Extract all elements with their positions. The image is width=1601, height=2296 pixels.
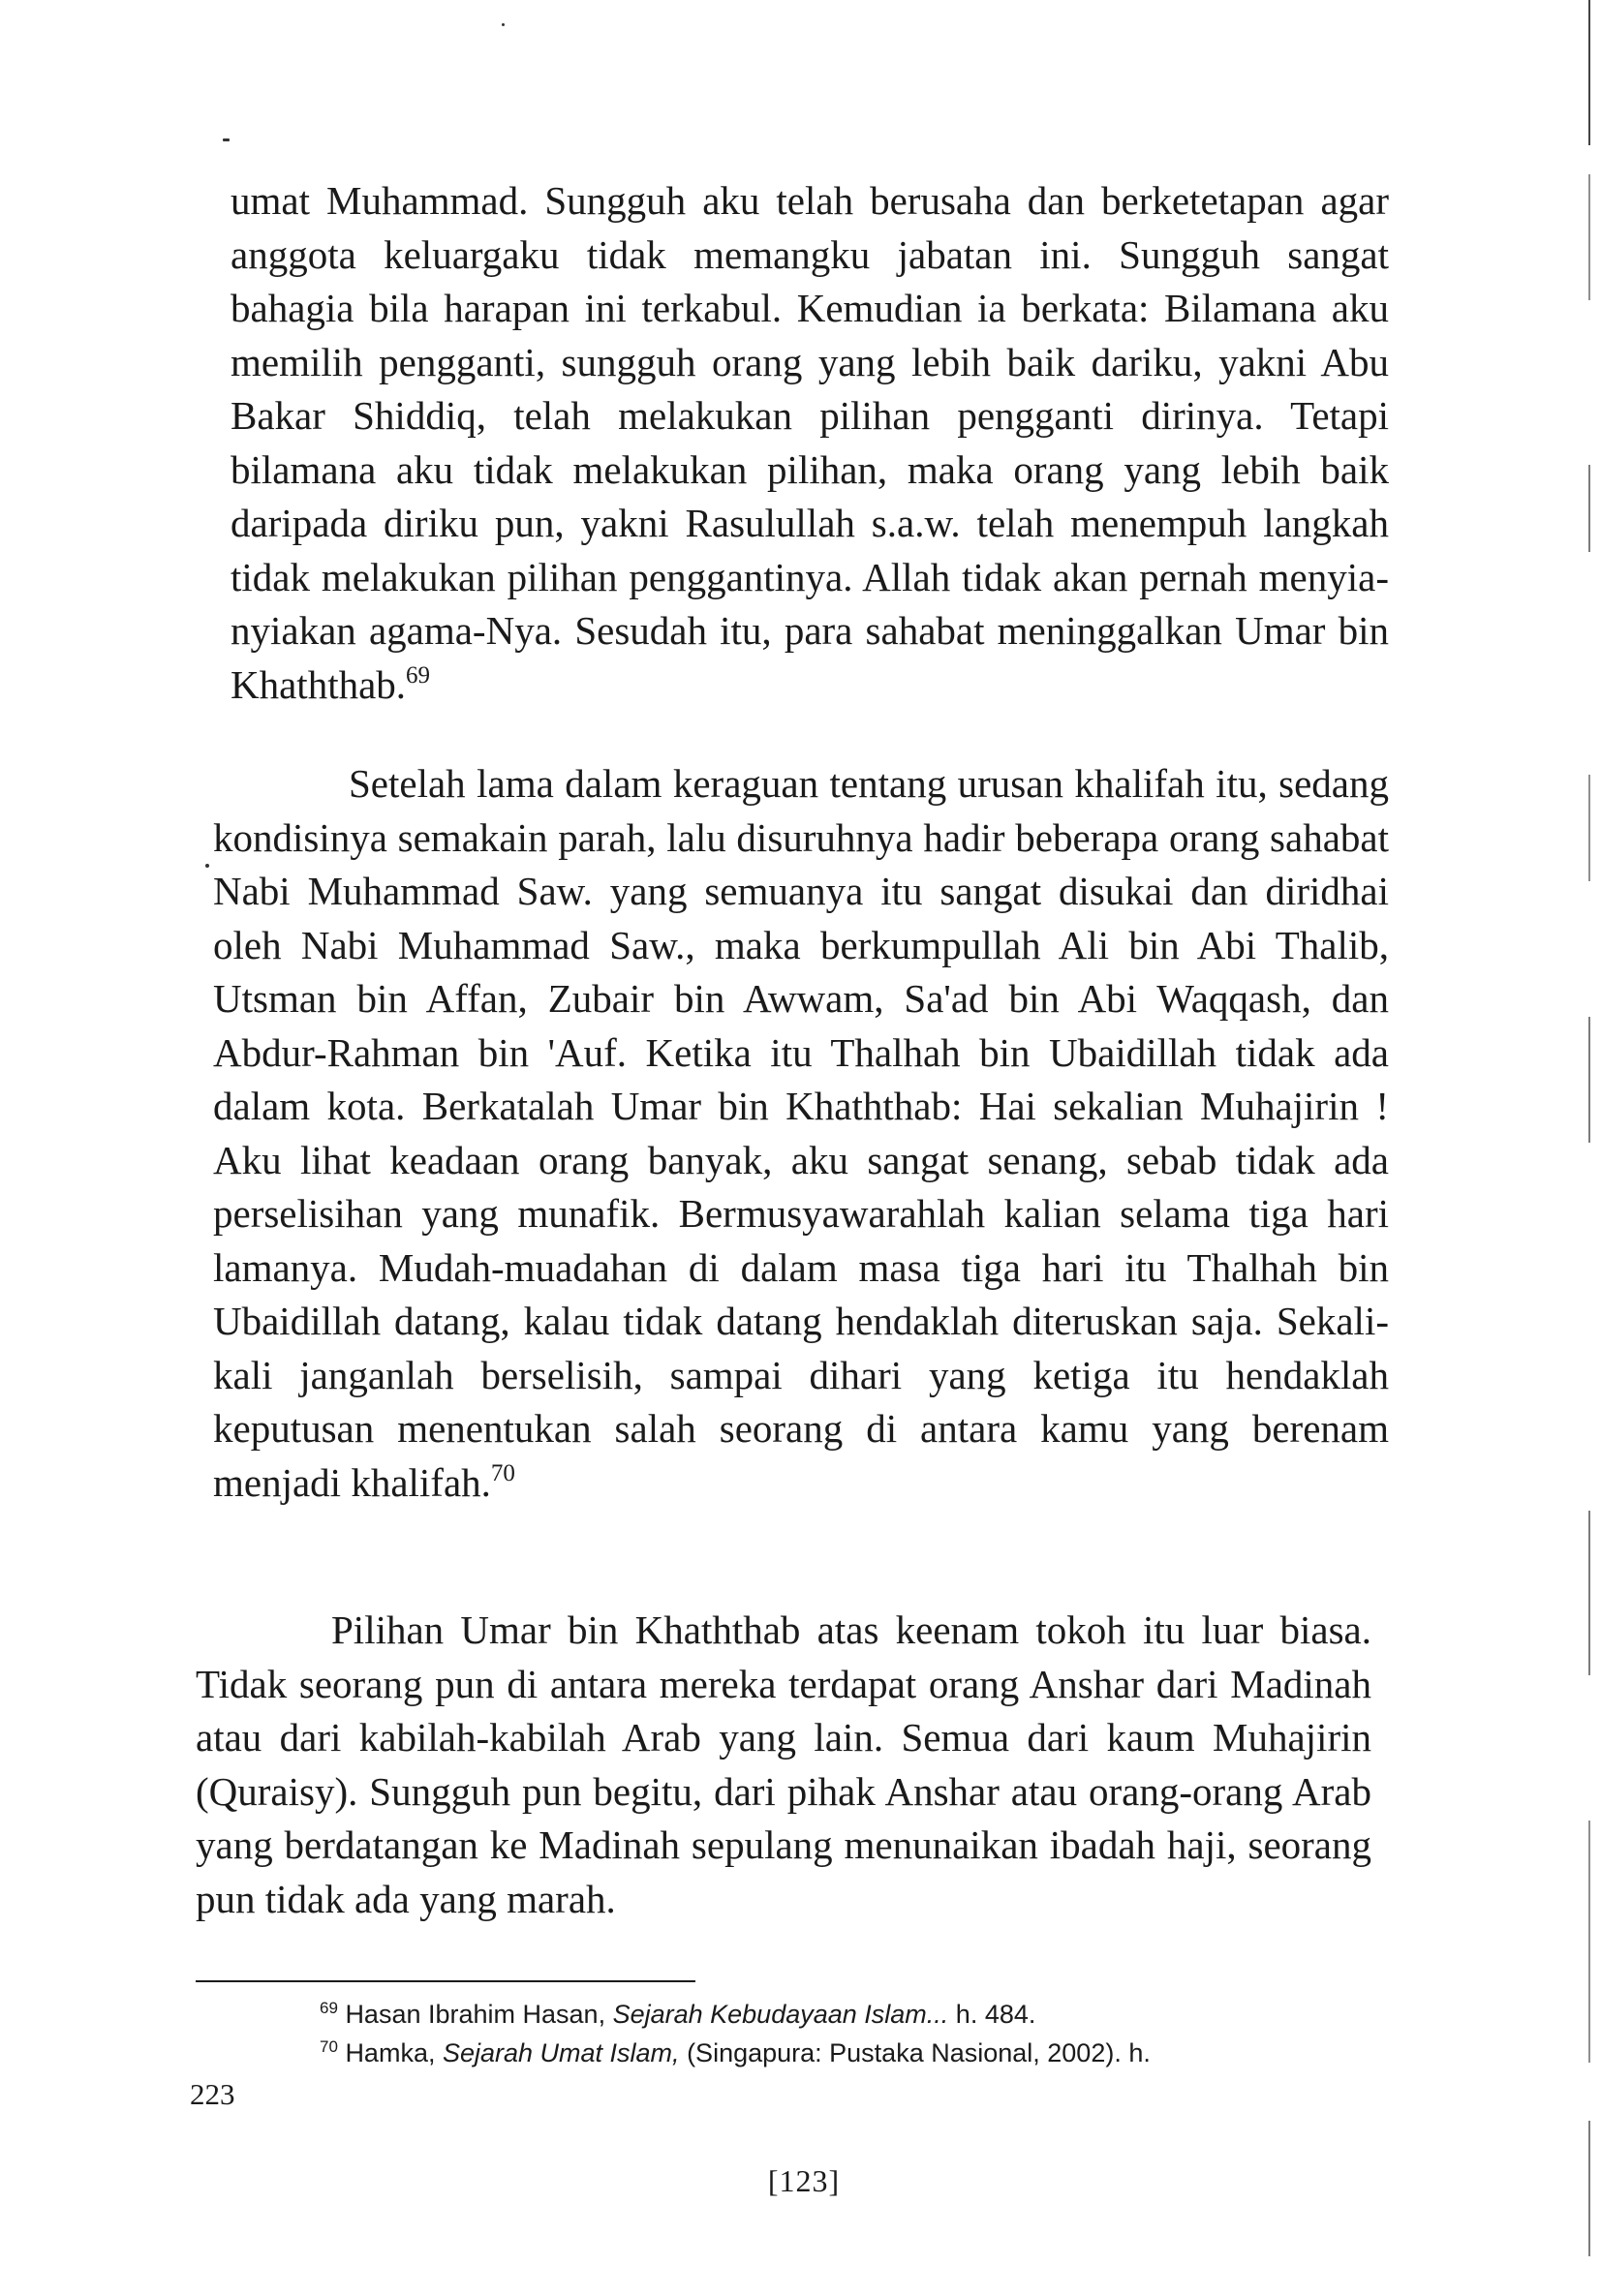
footnote-author: Hasan Ibrahim Hasan, [345, 2000, 613, 2029]
scan-speck [223, 138, 230, 141]
footnote-number: 70 [320, 2037, 338, 2056]
scan-edge-line [1588, 465, 1590, 552]
footnote-70 [320, 2034, 1385, 2072]
scan-edge-line [1588, 0, 1590, 145]
paragraph-text: umat Muhammad. Sungguh aku telah berusaha dan berketetapan agar anggota keluargaku tidak memangku jabatan ini. Sungguh sangat bahagia bila harapan ini terkabul. Kemudian ia berkata: Bilamana aku memilih pengganti, sungguh orang yang lebih baik dariku, yakni Abu Bakar Shiddiq, telah melakukan pilihan pengganti dirinya. Tetapi bilamana aku tidak melakukan pilihan, maka orang yang lebih baik daripada diriku pun, yakni Rasulullah s.a.w. telah menempuh langkah tidak melakukan pilihan penggantinya. Allah tidak akan pernah menyia-nyiakan agama-Nya. Sesudah itu, para sahabat meninggalkan Umar bin Khaththab. [231, 178, 1389, 707]
margin-number: 223 [190, 2077, 235, 2111]
footnotes [320, 1995, 1385, 2072]
scan-edge-line [1588, 2121, 1590, 2256]
footnote-title: Sejarah Umat Islam, [442, 2038, 680, 2067]
body-paragraph-1 [231, 174, 1389, 712]
footnote-title: Sejarah Kebudayaan Islam... [612, 2000, 949, 2029]
footnote-detail: (Singapura: Pustaka Nasional, 2002). h. [679, 2038, 1151, 2067]
scan-edge-line [1588, 1821, 1590, 2063]
footnote-69 [320, 1995, 1385, 2034]
footnote-detail: h. 484. [948, 2000, 1036, 2029]
page-number: [123] [767, 2163, 841, 2198]
footnote-ref-70[interactable]: 70 [490, 1459, 515, 1486]
scan-edge-line [1588, 1017, 1590, 1143]
footnote-ref-69[interactable]: 69 [406, 661, 431, 689]
scan-speck [205, 864, 209, 868]
paragraph-text: Pilihan Umar bin Khaththab atas keenam tokoh itu luar biasa. Tidak seorang pun di antara mereka terdapat orang Anshar dari Madinah atau dari kabilah-kabilah Arab yang lain. Semua dari kaum Muhajirin (Quraisy). Sungguh pun begitu, dari pihak Anshar atau orang-orang Arab yang berdatangan ke Madinah sepulang menunaikan ibadah haji, seorang pun tidak ada yang marah. [196, 1607, 1371, 1921]
footnote-number: 69 [320, 1999, 338, 2017]
footnote-divider [196, 1980, 695, 1982]
scan-speck [502, 23, 505, 26]
scan-edge-line [1588, 775, 1590, 881]
scan-edge-line [1588, 1511, 1590, 1675]
footnote-author: Hamka, [345, 2038, 443, 2067]
body-paragraph-2 [213, 757, 1389, 1510]
body-paragraph-3 [196, 1604, 1371, 1926]
scan-edge-line [1588, 174, 1590, 300]
paragraph-text: Setelah lama dalam keraguan tentang urusan khalifah itu, sedang kondisinya semakain parah, lalu disuruhnya hadir beberapa orang sahabat Nabi Muhammad Saw. yang semuanya itu sangat disukai dan diridhai oleh Nabi Muhammad Saw., maka berkumpullah Ali bin Abi Thalib, Utsman bin Affan, Zubair bin Awwam, Sa'ad bin Abi Waqqash, dan Abdur-Rahman bin 'Auf. Ketika itu Thalhah bin Ubaidillah tidak ada dalam kota. Berkatalah Umar bin Khaththab: Hai sekalian Muhajirin ! Aku lihat keadaan orang banyak, aku sangat senang, sebab tidak ada perselisihan yang munafik. Bermusyawarahlah kalian selama tiga hari lamanya. Mudah-muadahan di dalam masa tiga hari itu Thalhah bin Ubaidillah datang, kalau tidak datang hendaklah diteruskan saja. Sekali-kali janganlah berselisih, sampai dihari yang ketiga itu hendaklah keputusan menentukan salah seorang di antara kamu yang berenam menjadi khalifah. [213, 761, 1389, 1505]
